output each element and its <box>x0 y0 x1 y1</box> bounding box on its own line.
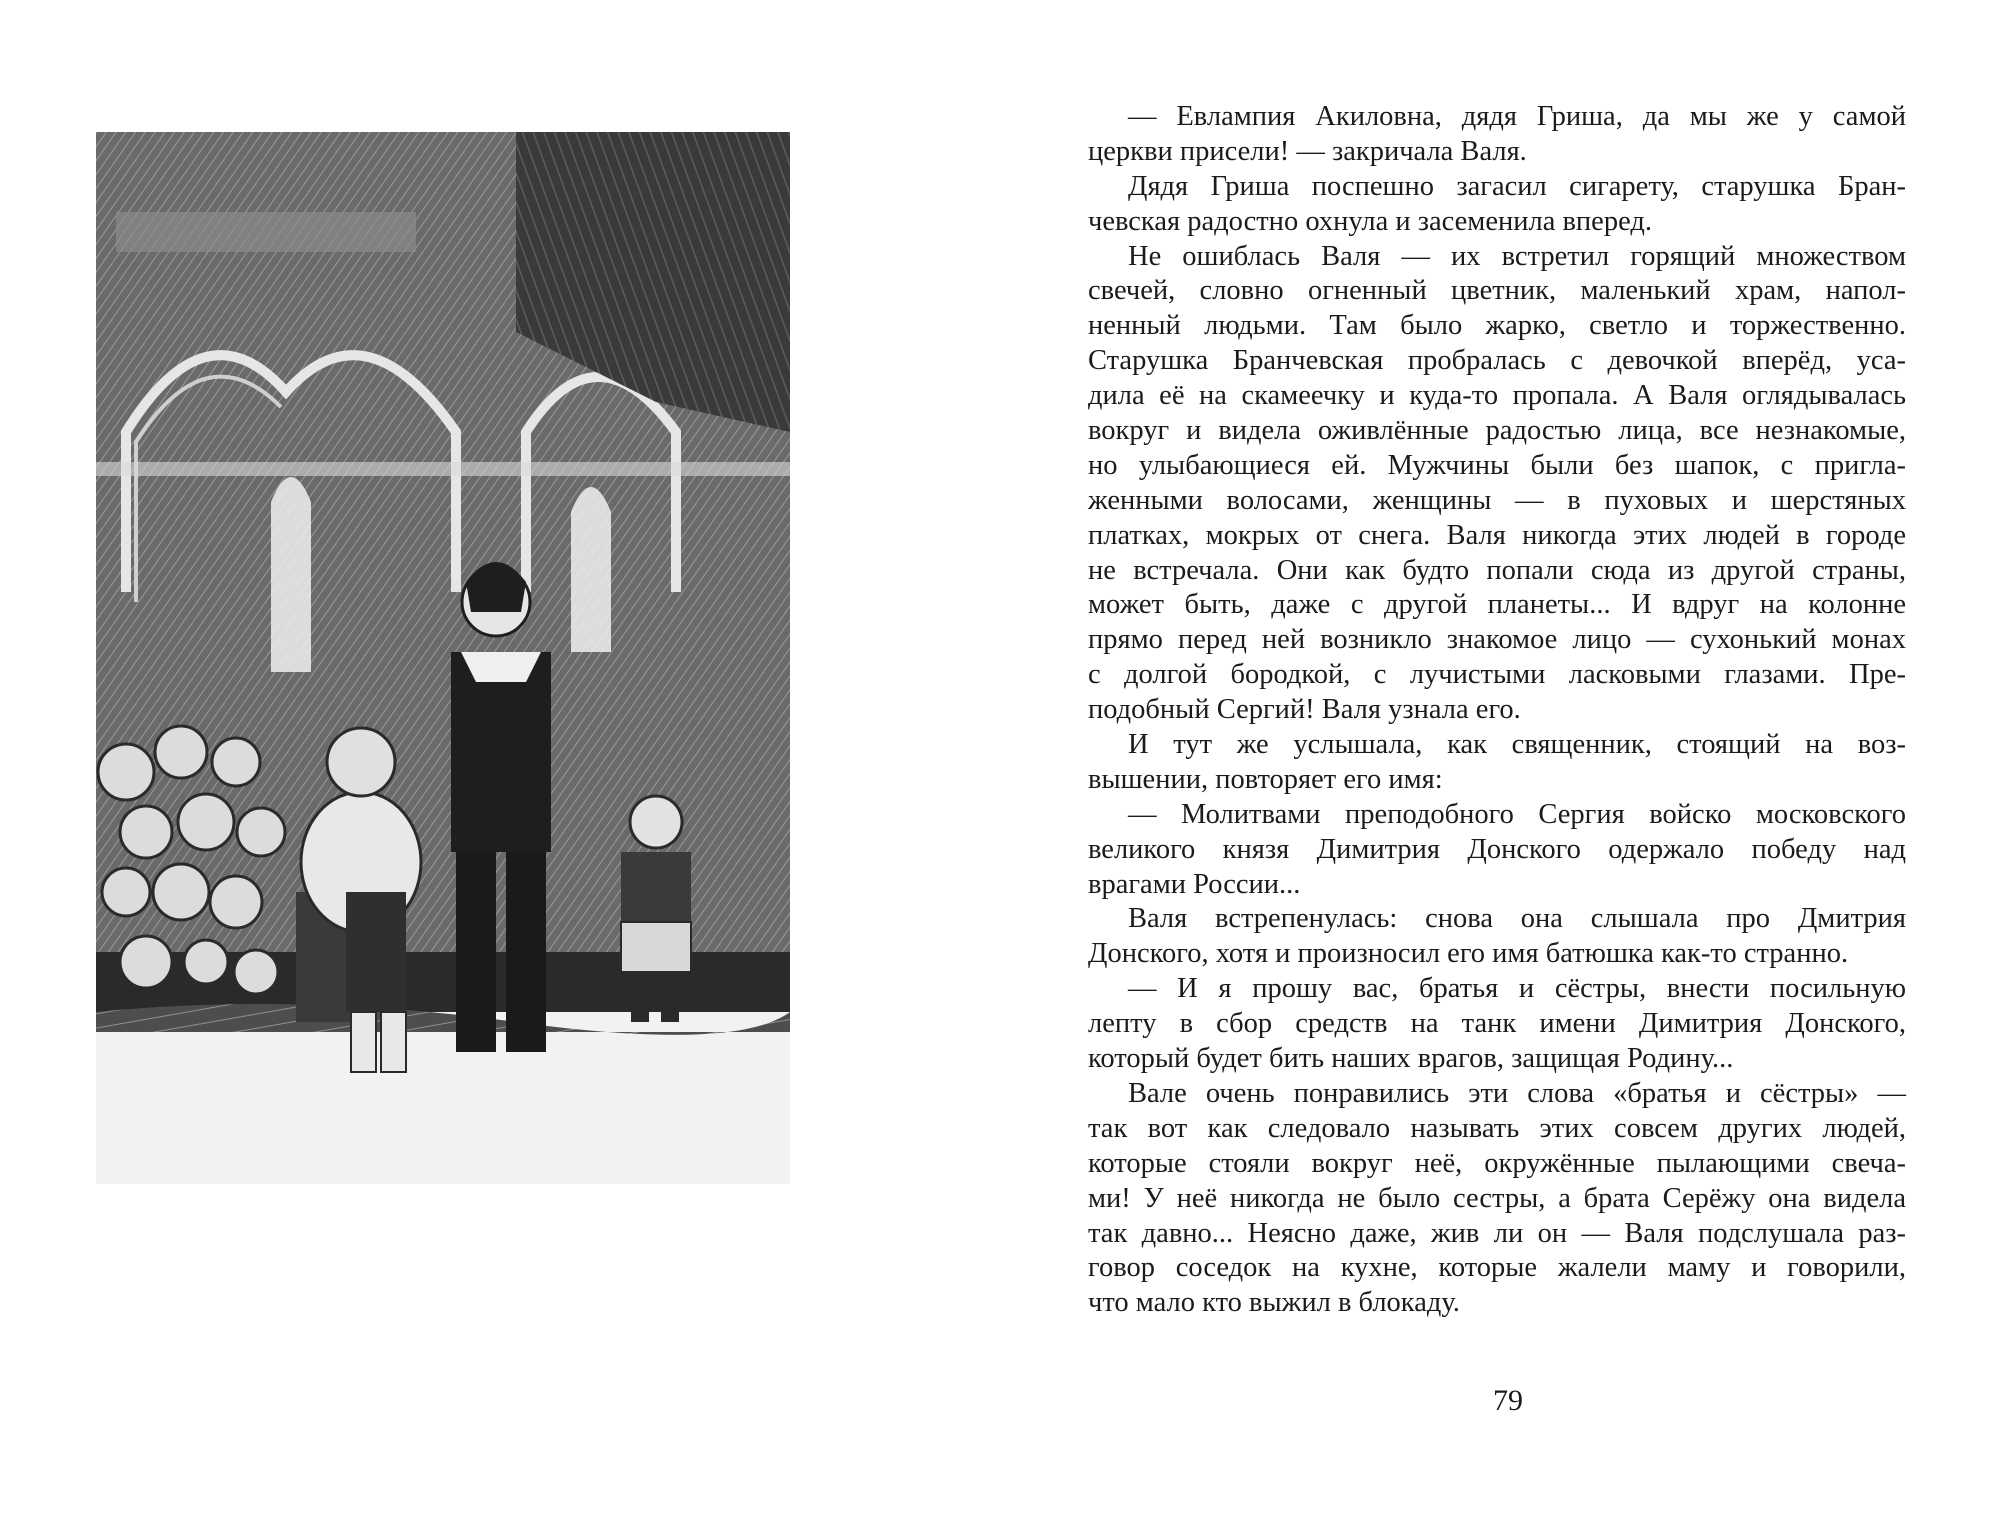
text-line: может быть, даже с другой планеты... И вдруг на колонне <box>1088 589 1906 621</box>
text-line: говор соседок на кухне, которые жалели маму и говорили, <box>1088 1252 1906 1284</box>
illustration-plate <box>96 132 790 1184</box>
text-line: Вале очень понравились эти слова «братья и сёстры» — <box>1128 1077 1906 1109</box>
text-line: не встречала. Они как будто попали сюда из другой страны, <box>1088 554 1906 586</box>
church-scene-illustration <box>96 132 790 1184</box>
text-line: платках, мокрых от снега. Валя никогда этих людей в городе <box>1088 519 1906 551</box>
text-line: врагами России... <box>1088 868 1301 900</box>
text-line: великого князя Димитрия Донского одержало победу над <box>1088 833 1906 865</box>
text-line: так вот как следовало называть этих совсем других людей, <box>1088 1112 1906 1144</box>
text-line: дила её на скамеечку и куда-то пропала. А Валя оглядывалась <box>1088 380 1906 412</box>
text-line: Донского, хотя и произносил его имя батюшка как-то странно. <box>1088 938 1849 970</box>
page-number: 79 <box>1493 1384 1523 1417</box>
text-line: лепту в сбор средств на танк имени Димитрия Донского, <box>1088 1008 1906 1040</box>
text-line: который будет бить наших врагов, защищая Родину... <box>1088 1043 1734 1075</box>
text-line: чевская радостно охнула и засеменила вперед. <box>1088 205 1652 237</box>
text-line: но улыбающиеся ей. Мужчины были без шапок, с пригла- <box>1088 449 1906 481</box>
text-line: прямо перед ней возникло знакомое лицо — сухонький монах <box>1088 624 1906 656</box>
text-column <box>1088 100 1906 1321</box>
text-line: Дядя Гриша поспешно загасил сигарету, старушка Бран- <box>1128 170 1906 202</box>
text-line: — Евлампия Акиловна, дядя Гриша, да мы же у самой <box>1128 101 1906 132</box>
text-line: Старушка Бранчевская пробралась с девочкой вперёд, уса- <box>1088 345 1906 377</box>
text-line: Не ошиблась Валя — их встретил горящий множеством <box>1128 240 1906 272</box>
text-line: которые стояли вокруг неё, окружённые пылающими свеча- <box>1088 1147 1906 1179</box>
text-line: вокруг и видела оживлённые радостью лица, все незнакомые, <box>1088 415 1906 447</box>
text-line: подобный Сергий! Валя узнала его. <box>1088 694 1521 726</box>
text-line: что мало кто выжил в блокаду. <box>1088 1287 1460 1319</box>
text-line: — И я прошу вас, братья и сёстры, внести посильную <box>1128 973 1906 1005</box>
text-line: так давно... Неясно даже, жив ли он — Валя подслушала раз- <box>1088 1217 1906 1249</box>
text-line: И тут же услышала, как священник, стоящий на воз- <box>1128 729 1906 761</box>
text-line: церкви присели! — закричала Валя. <box>1088 135 1527 167</box>
text-line: свечей, словно огненный цветник, маленький храм, напол- <box>1088 275 1906 307</box>
text-line: вышении, повторяет его имя: <box>1088 763 1443 795</box>
text-line: женными волосами, женщины — в пуховых и шерстяных <box>1088 484 1906 516</box>
text-line: ми! У неё никогда не было сестры, а брата Серёжу она видела <box>1088 1182 1906 1214</box>
text-line: ненный людьми. Там было жарко, светло и торжественно. <box>1088 310 1906 342</box>
text-line: Валя встрепенулась: снова она слышала про Дмитрия <box>1128 903 1906 935</box>
text-line: — Молитвами преподобного Сергия войско московского <box>1128 798 1906 830</box>
text-line: с долгой бородкой, с лучистыми ласковыми глазами. Пре- <box>1088 659 1906 691</box>
